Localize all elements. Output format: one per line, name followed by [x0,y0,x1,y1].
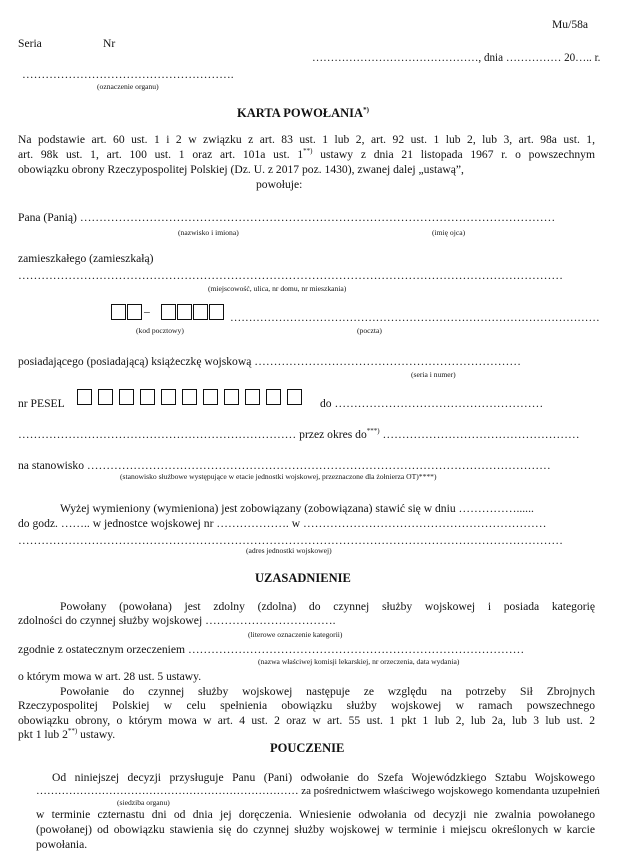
pesel-digit-box[interactable] [266,389,281,405]
post-office-caption: (poczta) [357,326,382,335]
unit-address-caption: (adres jednostki wojskowej) [246,546,332,555]
residence-field: …………………………………………………………………………………………………………………………… [18,269,563,282]
seria-label: Seria [18,37,42,50]
military-book-field: posiadającego (posiadającą) książeczkę wojskową …………………………………………………………… [18,355,521,368]
instruction-line-2: ……………………………………………………………… za pośrednictwem właściwego wojskowego komendanta uzupełnień [36,785,600,797]
father-name-caption: (imię ojca) [432,228,466,237]
pesel-digit-box[interactable] [182,389,197,405]
instruction-line-4: (powołanej) od obowiązku stawienia się do czynnej służby wojskowej w terminie i miejscu określonych w karcie [36,823,595,836]
justification-p2-line-2: Rzeczypospolitej Polskiej w celu spełnienia obowiązku służby wojskowej w ramach powszechnego [18,699,595,712]
obligation-line-1: Wyżej wymieniony (wymieniona) jest zobowiązany (zobowiązana) stawić się w dniu ……………...... [60,502,534,515]
instruction-heading: POUCZENIE [270,741,345,755]
pesel-digit-box[interactable] [245,389,260,405]
intro-line-3: obowiązku obrony Rzeczypospolitej Polskiej (Dz. U. z 2017 poz. 1430), zwanej dalej „ustawą”, [18,163,464,176]
pesel-digit-box[interactable] [77,389,92,405]
pesel-digit-box[interactable] [161,389,176,405]
period-field: ……………………………………………………………… przez okres do***) …………………………………………… [18,427,580,441]
pesel-digit-box[interactable] [203,389,218,405]
pesel-label: nr PESEL [18,397,65,410]
intro-line-1: Na podstawie art. 60 ust. 1 i 2 w związku z art. 83 ust. 1 lub 2, art. 92 ust. 1 lub 2, lub 3, art. 98a ust. 1, [18,133,595,146]
service-start-field: do ……………………………………………… [320,397,544,410]
justification-p2-line-1: Powołanie do czynnej służby wojskowej następuje ze względu na potrzeby Sił Zbrojnych [60,685,595,698]
intro-line-2: art. 98k ust. 1, art. 100 ust. 1 oraz art. 101a ust. 1**) ustawy z dnia 21 listopada 1967 r. o powszechnym [18,147,595,161]
position-caption: (stanowisko służbowe występujące w etacie jednostki wojskowej, przeznaczone dla żołnierza OT)****) [120,472,437,481]
justification-p2-line-4: pkt 1 lub 2**) ustawy. [18,727,116,741]
pesel-digit-box[interactable] [98,389,113,405]
organ-caption: (oznaczenie organu) [97,82,159,91]
justification-p1-line-2: zdolności do czynnej służby wojskowej ……………………………. [18,614,336,627]
pesel-digit-box[interactable] [224,389,239,405]
justification-p1-line-4: o którym mowa w art. 28 ust. 5 ustawy. [18,670,202,683]
postal-code-box[interactable] [111,304,126,320]
nr-label: Nr [103,37,116,50]
justification-p1-line-1: Powołany (powołana) jest zdolny (zdolna) do czynnej służby wojskowej i posiada kategorię [60,600,595,613]
pesel-digit-box[interactable] [287,389,302,405]
justification-heading: UZASADNIENIE [255,571,351,585]
postal-code-box[interactable] [177,304,192,320]
residence-label: zamieszkałego (zamieszkałą) [18,252,154,265]
category-caption: (literowe oznaczenie kategorii) [248,630,343,639]
postal-code-caption: (kod pocztowy) [136,326,184,335]
position-field: na stanowisko ………………………………………………………………………………………………………… [18,459,551,472]
name-caption: (nazwisko i imiona) [178,228,239,237]
justification-p2-line-3: obowiązku obrony, o którym mowa w art. 4 ust. 2 oraz w art. 55 ust. 1 pkt 1 lub 2, lub 2a, lub 3 lub ust. 2 [18,714,595,727]
postal-code-box[interactable] [161,304,176,320]
instruction-line-3: w terminie czternastu dni od dnia jej doręczenia. Wniesienie odwołania od decyzji nie zwalnia powołanego [36,808,595,821]
obligation-line-2: do godz. …….. w jednostce wojskowej nr ………………. w ……………………………………………………… [18,517,547,530]
place-date-field: ………………………………………, dnia …………… 20….. r. [312,52,601,64]
document-title: KARTA POWOŁANIA*) [237,106,369,120]
postal-code-box[interactable] [127,304,142,320]
pesel-digit-box[interactable] [119,389,134,405]
intro-line-4: powołuje: [256,178,303,191]
postal-code-box[interactable] [209,304,224,320]
organ-field: ………………………………………………. [22,68,234,81]
military-book-caption: (seria i numer) [411,370,456,379]
postal-code-box[interactable] [193,304,208,320]
instruction-line-5: powołania. [36,838,88,851]
instruction-line-1: Od niniejszej decyzji przysługuje Panu (Pani) odwołanie do Szefa Wojewódzkiego Sztabu Wojskowego [52,771,595,784]
form-code: Mu/58a [552,18,589,31]
residence-caption: (miejscowość, ulica, nr domu, nr mieszkania) [208,284,347,293]
post-office-field: ……………………………………………………………………………………… [230,312,600,324]
unit-address-field: …………………………………………………………………………………………………………………………… [18,534,563,547]
postal-code-dash: – [144,305,150,318]
organ-seat-caption: (siedziba organu) [117,798,170,807]
commission-caption: (nazwa właściwej komisji lekarskiej, nr orzeczenia, data wydania) [258,657,460,666]
pesel-digit-box[interactable] [140,389,155,405]
justification-p1-line-3: zgodnie z ostatecznym orzeczeniem …………………………………………………………………………… [18,643,525,656]
name-field: Pana (Panią) …………………………………………………………………………………………………………… [18,211,556,224]
